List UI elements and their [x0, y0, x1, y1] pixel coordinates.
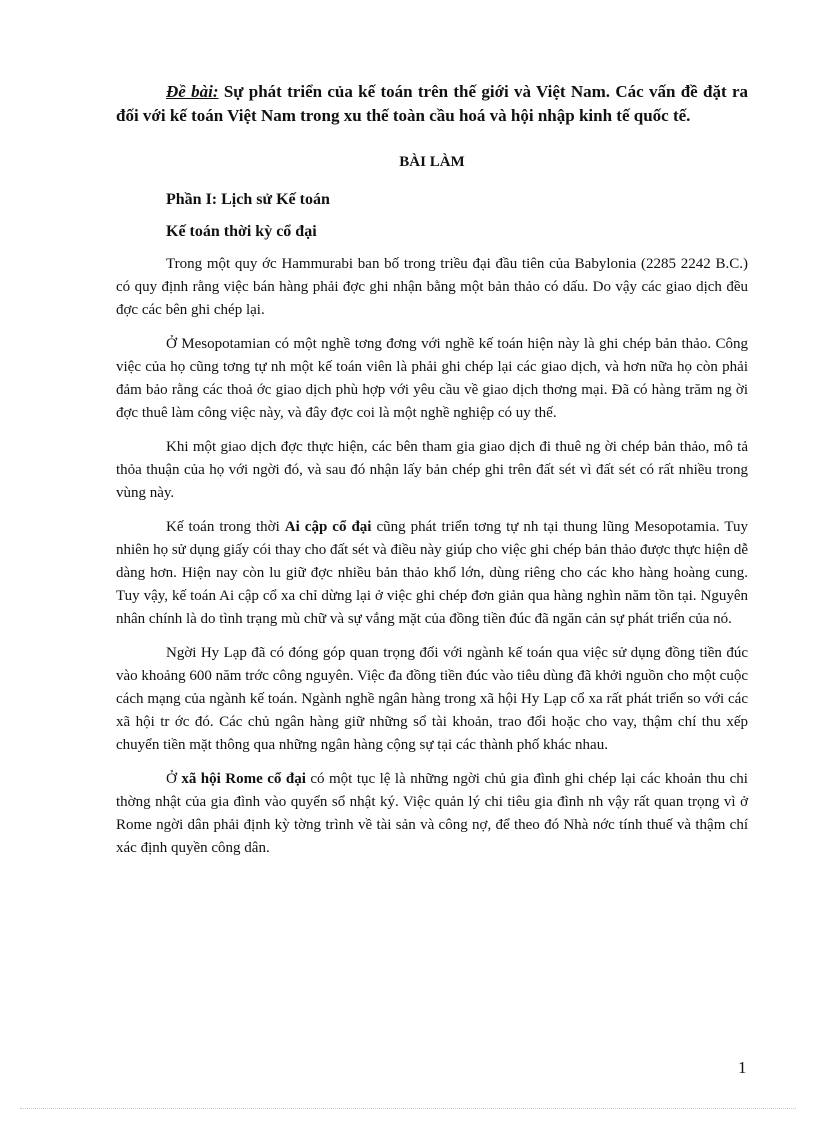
paragraph-egypt — [116, 516, 748, 631]
paragraph-egypt-bold: Ai cập cổ đại — [284, 519, 372, 535]
paragraph-greece: Ngời Hy Lạp đã có đóng góp quan trọng đối với ngành kế toán qua việc sử dụng đồng tiền đúc vào khoảng 600 năm trớc công nguyên. Việc đa đồng tiền đúc vào tiêu dùng đã khởi nguồn cho một cuộc cách mạng của ngành kế toán. Ngành nghề ngân hàng trong xã hội Hy Lạp cổ xa rất phát triển so với các xã hội tr ớc đó. Các chủ ngân hàng giữ những sổ tài khoản, trao đổi hoặc cho vay, thậm chí thu xếp chuyển tiền mặt thông qua những ngân hàng cộng sự tại các thành phố khác nhau. — [116, 645, 748, 753]
assignment-text: Sự phát triển của kế toán trên thế giới và Việt Nam. Các vấn đề đặt ra đối với kế toán Việt Nam trong xu thế toàn cầu hoá và hội nhập kinh tế quốc tế. — [116, 82, 748, 125]
paragraph-mesopotamia: Ở Mesopotamian có một nghề tơng đơng với nghề kế toán hiện này là ghi chép bản thảo. Công việc của họ cũng tơng tự nh một kế toán viên là phải ghi chép lại các giao dịch, và hơn nữa họ còn phải đảm bảo rằng các thoả ớc giao dịch phù hợp với yêu cầu về giao dịch thơng mại. Đã có hàng trăm ng ời đợc thuê làm công việc này, và đây đợc coi là một nghề nghiệp có uy thế. — [116, 336, 748, 421]
subsection-heading: Kế toán thời kỳ cổ đại — [166, 223, 317, 240]
page-bottom-divider — [20, 1108, 796, 1109]
paragraph-rome-bold: xã hội Rome cổ đại — [181, 771, 306, 787]
paragraph-egypt-post: cũng phát triển tơng tự nh tại thung lũng Mesopotamia. Tuy nhiên họ sử dụng giấy cói thay cho đất sét và điều này giúp cho việc ghi chép bản thảo được thực hiện dễ dàng hơn. Hiện nay còn lu giữ đợc nhiều bản thảo khổ lớn, dùng riêng cho các kho hàng hoàng cung. Tuy vậy, kế toán Ai cập cổ xa chỉ dừng lại ở việc ghi chép đơn giản qua hàng nghìn năm tồn tại. Nguyên nhân chính là do tình trạng mù chữ và sự vắng mặt của đồng tiền đúc đã ngăn cản sự phát triển của nó. — [116, 519, 748, 627]
page-number: 1 — [738, 1058, 747, 1077]
page-title: BÀI LÀM — [399, 154, 465, 170]
assignment-heading — [116, 80, 748, 128]
paragraph-transactions: Khi một giao dịch đợc thực hiện, các bên tham gia giao dịch đi thuê ng ời chép bản thảo, mô tả thỏa thuận của họ với ngời đó, và sau đó nhận lấy bản chép ghi trên đất sét vì đất sét có rất nhiều trong vùng này. — [116, 439, 748, 501]
assignment-label: Đề bài: — [166, 82, 219, 101]
paragraph-egypt-pre: Kế toán trong thời — [166, 519, 285, 535]
paragraph-rome-post: có một tục lệ là những ngời chủ gia đình ghi chép lại các khoản thu chi thờng nhật của gia đình vào quyển sổ nhật ký. Việc quản lý chi tiêu gia đình nh vậy rất quan trọng vì ở Rome ngời dân phải định kỳ tờng trình về tài sản và công nợ, để theo đó Nhà nớc tính thuế và thậm chí xác định quyền công dân. — [116, 771, 748, 856]
paragraph-rome-pre: Ở — [166, 771, 182, 787]
paragraph-babylonia: Trong một quy ớc Hammurabi ban bố trong triều đại đầu tiên của Babylonia (2285 2242 B.C.) có quy định rằng việc bán hàng phải đợc ghi nhận bằng một bản thảo có dấu. Do vậy các giao dịch đều đợc các bên ghi chép lại. — [116, 256, 748, 318]
part-heading: Phần I: Lịch sử Kế toán — [166, 191, 330, 208]
paragraph-rome — [116, 768, 748, 860]
